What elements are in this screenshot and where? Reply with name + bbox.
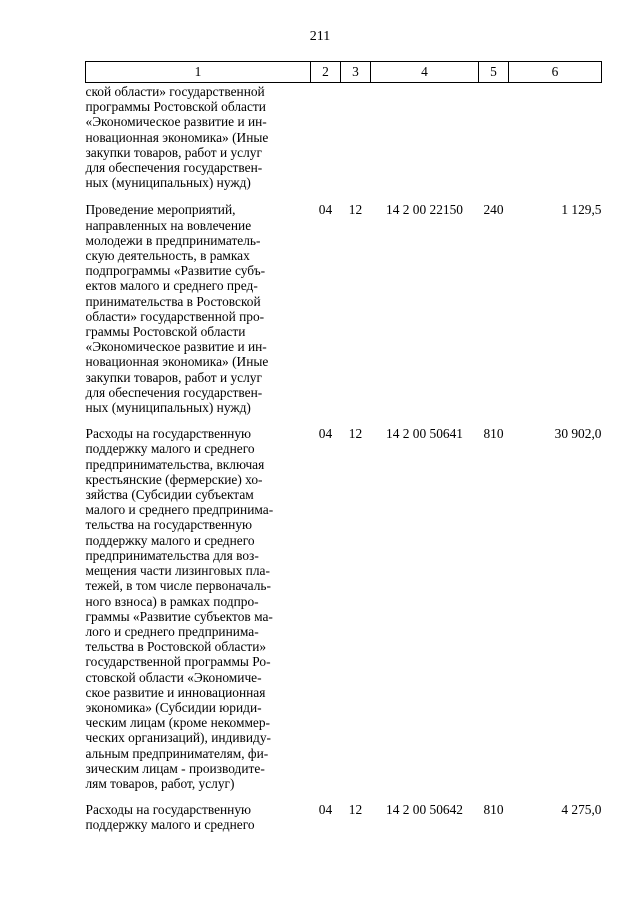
row-expense-type	[479, 83, 509, 203]
row-amount: 4 275,0	[561, 802, 602, 818]
budget-table	[85, 61, 602, 844]
row-subsection: 12	[348, 202, 363, 218]
row-amount: 30 902,0	[554, 426, 602, 442]
column-header-2: 2	[311, 62, 341, 83]
table-row	[86, 802, 602, 843]
row-target-code: 14 2 00 50641	[386, 426, 463, 442]
row-amount	[509, 83, 602, 203]
row-section: 04	[318, 202, 333, 218]
row-description: Расходы на государственную поддержку малого и среднего	[85, 802, 255, 833]
row-expense-type: 810	[483, 426, 504, 442]
column-header-3: 3	[341, 62, 371, 83]
row-section: 04	[318, 426, 333, 442]
row-target-code: 14 2 00 22150	[386, 202, 463, 218]
row-expense-type: 810	[483, 802, 504, 818]
row-subsection: 12	[348, 802, 363, 818]
column-header-5: 5	[479, 62, 509, 83]
column-header-6: 6	[509, 62, 602, 83]
row-section	[311, 83, 341, 203]
table-row	[86, 426, 602, 802]
row-description: Проведение мероприятий, направленных на вовлечение молодежи в предприниматель- скую деятельность, в рамках подпрограммы «Развитие субъ- ектов малого и среднего пред- принимательства в Ростовской области» государственной про- граммы Ростовской области «Экономическое развитие и ин- новационная экономика» (Иные закупки товаров, работ и услуг для обеспечения государствен- ных (муниципальных) нужд)	[85, 202, 269, 416]
row-amount: 1 129,5	[561, 202, 602, 218]
row-expense-type: 240	[483, 202, 504, 218]
table-header-row	[86, 62, 602, 83]
row-subsection: 12	[348, 426, 363, 442]
page-number: 211	[309, 29, 331, 44]
table-row	[86, 202, 602, 426]
column-header-1: 1	[86, 62, 311, 83]
table-row	[86, 83, 602, 203]
row-subsection	[341, 83, 371, 203]
row-description: ской области» государственной программы Ростовской области «Экономическое развитие и ин- новационная экономика» (Иные закупки товаров, работ и услуг для обеспечения государствен- ных (муниципальных) нужд)	[85, 84, 269, 191]
row-description: Расходы на государственную поддержку малого и среднего предпринимательства, включая крестьянские (фермерские) хо- зяйства (Субсидии субъектам малого и среднего предпринима- тельства на государственную поддержку малого и среднего предпринимательства для воз- мещения части лизинговых пла- тежей, в том числе первоначаль- ного взноса) в рамках подпро- граммы «Развитие субъектов ма- лого и среднего предпринима- тельства в Ростовской области» государственной программы Ро- стовской области «Экономиче- ское развитие и инновационная экономика» (Субсидии юриди- ческим лицам (кроме некоммер- ческих организаций), индивиду- альным предпринимателям, фи- зическим лицам - производите- лям товаров, работ, услуг)	[85, 426, 274, 791]
row-section: 04	[318, 802, 333, 818]
column-header-4: 4	[371, 62, 479, 83]
row-target-code: 14 2 00 50642	[386, 802, 463, 818]
row-target-code	[371, 83, 479, 203]
